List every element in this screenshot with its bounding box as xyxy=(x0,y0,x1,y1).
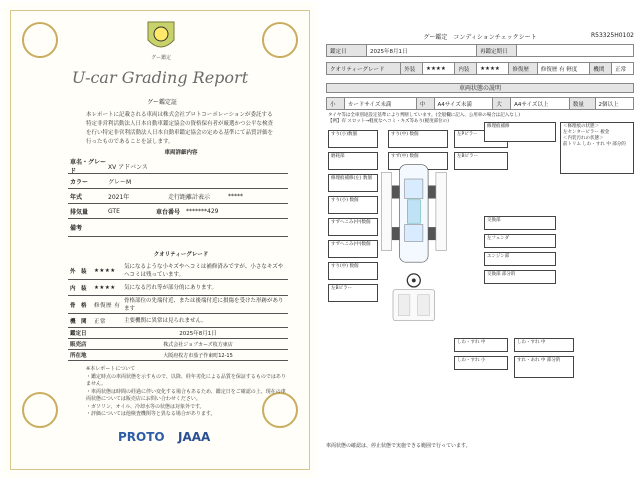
stars: ★★★★ xyxy=(94,284,116,291)
color-row xyxy=(68,174,288,189)
stars: ★★★★ xyxy=(94,267,116,274)
shop-row xyxy=(68,339,288,350)
engine-value: 正常 xyxy=(612,63,634,75)
damage-panel: すずへこみ(中)数個 xyxy=(328,218,378,236)
size-table xyxy=(326,97,634,110)
legend-text: タイヤ等は全車別途設定基準により判断しています。(全般欄に記入、公用車の場合は記入なし) xyxy=(328,113,521,118)
condition-check-sheet xyxy=(322,2,638,478)
side-panel: エンジン部 xyxy=(484,252,556,266)
ornament-bottom-left xyxy=(22,392,58,428)
damage-panel: 磨耗部 xyxy=(328,152,378,170)
description: 気になる汚れ等が部分的にあります。 xyxy=(124,284,218,291)
label: 備考 xyxy=(70,225,83,232)
damage-panel: しわ・すれ 小 xyxy=(454,356,508,370)
side-panel: 交換部 xyxy=(484,216,556,230)
repair-notes-panel xyxy=(560,122,634,174)
chassis-label: 車台番号 xyxy=(156,208,181,216)
note-line: ・鑑定時点の車両状態を示すもので、以降、経年劣化による品質を保証するものではありません。 xyxy=(86,373,286,387)
ext-value: ★★★★ xyxy=(423,63,455,75)
size-mid: 中 xyxy=(416,98,434,110)
inspection-date-row xyxy=(68,328,288,339)
quality-table xyxy=(326,62,634,75)
state-description-bar: 車両状態の説明 xyxy=(326,83,634,93)
count-label: 数量 xyxy=(569,98,595,110)
damage-panel: すずへこみ(中)数個 xyxy=(328,240,378,258)
stars: 正常 xyxy=(94,318,107,325)
quality-label: クオリティーグレード xyxy=(327,63,401,75)
grade-interior xyxy=(68,280,288,296)
ornament-top-right xyxy=(262,22,298,58)
report-title: U-car Grading Report xyxy=(71,68,249,87)
side-panel: 修理痕補修 xyxy=(484,122,556,142)
grade-frame xyxy=(68,296,288,314)
damage-panel: 左Pピラー xyxy=(454,130,508,148)
size-large-desc: A4サイズ以上 xyxy=(511,98,570,110)
damage-panel: すれ・あれ 中 部分的 xyxy=(514,356,574,378)
stars: 修復歴 有 xyxy=(94,302,121,309)
engine-label: 機関 xyxy=(590,63,612,75)
label: 所在地 xyxy=(70,353,87,359)
car-diagram-icon xyxy=(380,154,484,334)
damage-panel: すり(小) 数個 xyxy=(328,196,378,214)
chassis-value: *******429 xyxy=(186,207,219,215)
grade-engine xyxy=(68,314,288,328)
inspector-label: 再鑑定期日 xyxy=(477,45,517,57)
logo-caption: グー鑑定 xyxy=(150,55,171,61)
displacement-row xyxy=(68,204,288,219)
size-large: 大 xyxy=(493,98,511,110)
date-table xyxy=(326,44,634,57)
note-line: 左センターピラー 板金 xyxy=(563,130,610,135)
note-line: ・車両状態は時間の経過に伴い変化する場合もあるため、鑑定日をご確認の上、現在の車両状態については販売店にお問い合わせください。 xyxy=(86,388,286,402)
label: 排気量 xyxy=(70,208,89,216)
note-line: 前トリム しわ・すれ 中 部分的 xyxy=(563,142,626,147)
legend-example: 【例】有 スロット→軽度なヘコミ・キズ等あり(軽度部位の) xyxy=(328,119,450,124)
value: 株式会社ジョブカーズ枚方東店 xyxy=(163,341,233,348)
address-row xyxy=(68,350,288,361)
vehicle-name-row xyxy=(68,159,288,174)
inspector-value xyxy=(517,45,634,57)
description: 主要機関に異常は見られません。 xyxy=(124,317,207,324)
value: GTE xyxy=(108,207,120,215)
ornament-top-left xyxy=(22,22,58,58)
remarks-row xyxy=(68,219,288,237)
vehicle-section-title: 車両詳細内容 xyxy=(164,150,198,156)
date-value: 2025年8月1日 xyxy=(367,45,477,57)
damage-panel: すり(中) 数個 xyxy=(388,130,448,148)
value: 2021年 xyxy=(108,193,130,201)
label: 外 装 xyxy=(70,268,87,275)
repair-label: 修復歴 xyxy=(509,63,537,75)
damage-panel: すず(中) 数個 xyxy=(388,152,448,170)
label: 機 関 xyxy=(70,318,87,325)
label: 販売店 xyxy=(70,342,87,348)
note-line: ＜内装汚れの状態＞ xyxy=(563,136,604,141)
date-label: 鑑定日 xyxy=(327,45,367,57)
size-mid-desc: A4サイズ未満 xyxy=(434,98,493,110)
note-line: ※本レポートについて xyxy=(86,366,136,372)
label: カラー xyxy=(70,178,89,186)
description: 骨格部位の先端付近、または後端付近に損傷を受けた形跡があります xyxy=(124,297,284,312)
intro-text: 本レポートに記載される車両は株式会社プロトコーポレーションが委託する特定非営利活動法人日本自動車鑑定協会の資格保有者が厳選かつ公平な検査を行い特定非営利活動法人日本自動車鑑定協会の定める基準にて品質評価を行ったものであることを証します。 xyxy=(86,112,274,145)
label: 骨 格 xyxy=(70,302,87,309)
label: 鑑定日 xyxy=(70,331,87,337)
value: 大阪府枚方市茄子作東町12-15 xyxy=(163,352,233,359)
quality-section-title: クオリティーグレード xyxy=(153,252,209,258)
jaaa-logo: JAAA xyxy=(178,430,211,444)
int-value: ★★★★ xyxy=(477,63,509,75)
size-small: 小 xyxy=(327,98,345,110)
damage-panel: すり(中) 数個 xyxy=(328,262,378,280)
label: 年式 xyxy=(70,193,83,201)
value: 2025年8月1日 xyxy=(179,331,217,337)
side-panel: 交換部 部分的 xyxy=(484,270,556,284)
grade-exterior xyxy=(68,262,288,280)
sheet-footer: 車両状態の確認は、停止状態で実施できる範囲で行っています。 xyxy=(326,443,471,449)
damage-panel: しわ・すれ 中 xyxy=(514,338,574,352)
ext-label: 外装 xyxy=(401,63,423,75)
label: 車名・グレード xyxy=(70,159,107,175)
note-line: ＜修理痕の状態＞ xyxy=(563,124,599,129)
grading-certificate xyxy=(2,2,318,478)
side-panel: 左フェンダ xyxy=(484,234,556,248)
count-value: 2個以上 xyxy=(595,98,633,110)
report-subtitle: グー鑑定証 xyxy=(146,99,177,106)
value: XV アドバンス xyxy=(108,163,148,171)
year-row xyxy=(68,189,288,204)
sheet-code: R53325H0102 xyxy=(590,32,634,39)
mileage-label: 走行距離計表示 xyxy=(168,193,211,201)
damage-panel: 左Bピラー xyxy=(454,152,508,170)
sheet-title: グー鑑定 コンディションチェックシート xyxy=(423,34,537,41)
damage-panel: すり(小)数個 xyxy=(328,130,378,148)
repair-value: 修復歴 有 軽度 xyxy=(537,63,590,75)
int-label: 内装 xyxy=(455,63,477,75)
label: 内 装 xyxy=(70,285,87,292)
description: 気になるような小キズやヘコミは補修済みですが、小さなキズやヘコミは残っています。 xyxy=(124,263,284,278)
size-small-desc: カードサイズ未満 xyxy=(344,98,416,110)
goo-kantei-logo-icon xyxy=(144,20,178,54)
damage-panel: 修理痕補修(左) 数個 xyxy=(328,174,378,192)
note-line: ・ガソリン、オイル、冷却水等の状態は対象外です。 xyxy=(86,403,205,410)
note-line: ・評価については他検査機関等と異なる場合があります。 xyxy=(86,411,216,417)
value: グレーM xyxy=(108,178,132,186)
proto-logo: PROTO xyxy=(118,430,165,444)
damage-panel: しわ・すれ 中 xyxy=(454,338,508,352)
mileage-value: ***** xyxy=(228,192,243,200)
notes xyxy=(86,366,286,419)
damage-panel: 左Bピラー xyxy=(328,284,378,302)
